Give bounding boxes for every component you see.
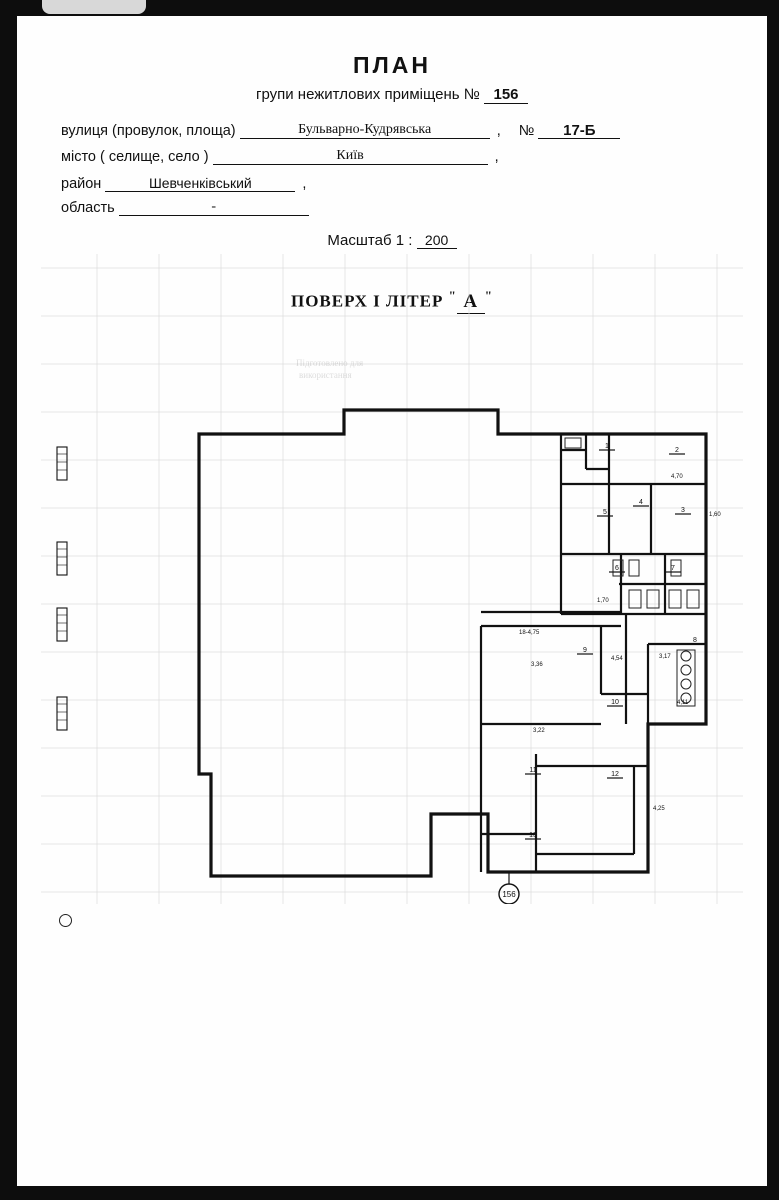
- svg-text:4: 4: [639, 499, 643, 506]
- svg-text:4,11: 4,11: [677, 700, 689, 706]
- stamp-hole-mark: [59, 914, 72, 927]
- background-grid: [41, 254, 743, 904]
- field-district-label: район: [61, 176, 102, 192]
- field-district-comma: ,: [302, 176, 307, 192]
- scale-line: [17, 232, 767, 249]
- field-city-label: місто ( селище, село ): [61, 149, 209, 165]
- svg-text:4,70: 4,70: [671, 474, 683, 480]
- svg-text:156: 156: [502, 890, 516, 899]
- watermark: [296, 358, 363, 380]
- floor-letter-quote-open: ": [448, 288, 457, 303]
- svg-text:11: 11: [529, 767, 537, 774]
- field-street-label: вулиця (провулок, площа): [61, 123, 236, 139]
- field-region-value: -: [119, 199, 309, 216]
- svg-text:Підготовлено для: Підготовлено для: [296, 358, 364, 368]
- svg-text:1,60: 1,60: [709, 512, 721, 518]
- scan-edge-right: [767, 0, 779, 1200]
- floor-letter: А: [457, 291, 485, 314]
- field-district-value: Шевченківський: [105, 175, 295, 192]
- svg-text:3,36: 3,36: [531, 662, 543, 668]
- field-street-comma: ,: [496, 123, 501, 139]
- svg-text:9: 9: [583, 647, 587, 654]
- field-street: [61, 122, 620, 139]
- svg-text:4,25: 4,25: [653, 806, 665, 812]
- field-region-label: область: [61, 200, 115, 216]
- svg-text:3: 3: [681, 507, 685, 514]
- document-page: [17, 16, 767, 1186]
- scan-edge-left: [0, 0, 17, 1200]
- field-region: [61, 199, 309, 216]
- field-house-value: 17-Б: [538, 122, 620, 139]
- svg-text:5: 5: [603, 509, 607, 516]
- svg-text:13: 13: [529, 832, 537, 839]
- field-house-label: №: [518, 123, 535, 139]
- page-subtitle: [17, 86, 767, 104]
- window-markers: [57, 447, 67, 730]
- floor-plan-drawing: [41, 254, 743, 904]
- scan-edge-bottom: [0, 1186, 779, 1200]
- svg-text:18-4,75: 18-4,75: [519, 630, 540, 636]
- svg-text:12: 12: [611, 771, 619, 778]
- svg-text:3,22: 3,22: [533, 728, 545, 734]
- entrance-marker: [499, 872, 519, 904]
- interior-walls: [481, 434, 706, 872]
- svg-text:3,17: 3,17: [659, 654, 671, 660]
- building-outline: [199, 410, 706, 876]
- field-district: [61, 175, 306, 192]
- scan-edge-notch: [42, 0, 146, 14]
- svg-text:10: 10: [611, 699, 619, 706]
- scale-label: Масштаб 1 :: [327, 232, 413, 249]
- svg-text:6: 6: [615, 565, 619, 572]
- page-subtitle-text: групи нежитлових приміщень №: [255, 86, 480, 103]
- field-city-value: Київ: [213, 148, 488, 165]
- field-city: [61, 148, 499, 165]
- field-street-value: Бульварно-Кудрявська: [240, 122, 490, 139]
- floor-label-text: ПОВЕРХ І ЛІТЕР: [290, 291, 444, 311]
- floor-letter-quote-close: ": [484, 288, 494, 303]
- svg-text:7: 7: [671, 565, 675, 572]
- page-title: ПЛАН: [353, 52, 431, 78]
- field-city-comma: ,: [494, 149, 499, 165]
- object-number: 156: [484, 86, 528, 104]
- svg-text:використання: використання: [299, 370, 352, 380]
- scale-value: 200: [417, 232, 457, 249]
- svg-text:4,54: 4,54: [611, 656, 623, 662]
- svg-text:1,70: 1,70: [597, 598, 609, 604]
- svg-text:8: 8: [693, 637, 697, 644]
- svg-text:1: 1: [605, 443, 609, 450]
- room-numbers: [529, 443, 697, 839]
- svg-text:2: 2: [675, 447, 679, 454]
